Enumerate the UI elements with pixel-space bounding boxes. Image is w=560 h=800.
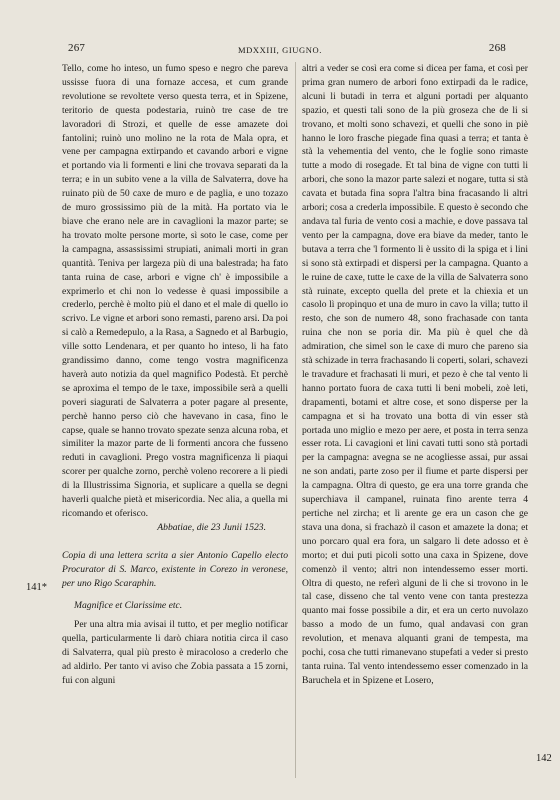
letter-salutation: Magnifice et Clarissime etc. (74, 599, 183, 611)
column-divider (295, 62, 296, 778)
running-title: MDXXIII, GIUGNO. (238, 45, 322, 55)
right-column-paragraph: altri a veder se così era come si dicea per fama, et così per prima gran numero de arbori fono extirpadi da le radice, alcuni li butadi in terra et alguni portadi per alquanto spazio, et questi tali sono de la più groseza che de li si trovano, et molti sono schavezi, et quelli che sono in piè hanno le loro frasche piegade fina quasi a terra; et tanta è stà la vehementia del vento, che le foglie sono rimaste tutte a modo di rosegade. Et tal bina de vigne con tutti li arbori, che sono la mazor parte salezi et nogare, tutta si stà cavata et butada fina sopra l'altra bina fracasando li altri arbori; cosa a crederla impossibile. E questo è secondo che andava tal furia de vento cosi a machie, e dove passava tal vento per la campagna, dove era biave da meder, tanto le butava a terra che 'l formento li è ussito di la spiga et i lini si sono stà extirpadi et dispersi per la campagna. Quanto a le ruine de caxe, tutte le caxe de la villa de Salvaterra sono stà ruinate, excepto quella del prete et la chiexia et un casolo lì propinquo et una de muro in cavo la villa; tutto il resto, che son de numero 48, sono frachasade con tanta ruina che non se poria dir. Ma più è quel che dà admiration, che simel son le caxe di muro che pareno sia stà schizade in terra frachasando li coperti, solari, schavezi le travadure et frachasati li muri, et pezo è che tal vento li hanno portato fuora de caxa tutti li beni mobeli, zoè leti, drapamenti, botami et altre cose, et sono disperse per la campagna et si ha trovato una botta di vin esser stà portada uno miglio e mezo per aere, et posta in terra senza esser rota. Li cavagioni et lini cavati tutti sono stà portadi per la campagna: avegna se ne acogliesse assai, pur assai ne son andati, parte zoso per il fiume et parte dispersi per la campagna. Oltra di questo, ge era una torre granda che superchiava il campanel, ruinata fino arente terra 4 pertiche nel zircha; et lì arente ge era un cason che ge stava una dona, si frachazò il cason et amazete la dona; et uno porcaro qual era fora, un salgaro li dete adosso et è morto; et dui puti picoli sotto una caxa in Spizene, dove comenzò il vento; altri non intendessemo esser morti. Oltra di questo, ne referì alguni de li che si trovono in le tal case, disseno che tal vento vene con tanta prestezza quanto mai fosse possibile a dir, et era un certo nuvolazo basso a modo de un fumo, qual andavasi con gran revolution, et menava alquanti grani de tempesta, ma pochi, cosa che tutti rimanevano stupefati a veder si presto tanta ruina. Tal vento intendessemo esser comenzado in la Baruchela et in Spizene et Losero, (302, 63, 528, 686)
letter-date: Abbatiae, die 23 Junii 1523. (157, 521, 266, 533)
margin-number-left: 141* (26, 582, 47, 593)
page-number-left: 267 (68, 42, 86, 54)
letter-body-start: Per una altra mia avisai il tutto, et per meglio notificar quella, particularmente li darò chiara notitia circa il caso di Salvaterra, qual più presto è miracoloso a crederlo che ad aldirlo. Per tanto vi aviso che Zobia passata a 15 zorni, fui con alguni (62, 619, 288, 687)
letter-heading: Copia di una lettera scrita a sier Antonio Capello electo Procurator di S. Marco, existente in Corezo in veronese, per uno Rigo Scaraphin. (62, 549, 288, 589)
left-column (62, 62, 288, 688)
right-column (302, 62, 528, 688)
page-number-right: 268 (488, 42, 506, 54)
margin-number-right: 142 (536, 753, 552, 764)
left-column-paragraph: Tello, come ho inteso, un fumo speso e negro che pareva ussisse fuora di una fornaze accesa, et cum grande revolutione se revoltete verso questa terra, et in Spizene, teritorio de questa podestaria, ruinò tre case de tre lavoradori di Strozi, et quelle de esse amazete doi fantolini; ruinò uno molino ne la rota de Mala opra, et vene per campagna extirpando et cavando arbori e vigne et portando via li formenti e lini che trovava separati da la terra; e in un subito vene a la villa de Salvaterra, dove ha ruinato più de 50 caxe de muro e de paglia, e uno tozazo de muro grossissimo più de la mità. Ha portato via le biave che erano nele are in cavaglioni la mazor parte; se ha trovato molte persone morte, sì soto le case, come per la campagna, assassissimi strupiati, animali morti in gran quantità. Teniva per largeza più di una balestrada; ha fato tanta ruina de case, arbori e vigne ch' è impossibile a exprimerlo et chi non lo vedesse è quasi impossibile a crederlo, perchè è molto più el dano et el male di quello io scrivo. Le vigne et arbori sono remasti, pareno arsi. Da poi si calò a Remedepulo, a la Rasa, a Sagnedo et al Barbugio, ville sotto Lendenara, et per quanto ho inteso, li ha fato grandissimo danno, come tengo vostra magnificenza haverà auto notizia da quel magnifico Podestà. Et perchè se aproxima el tempo de le taxe, impossibile serà a quelli poveri siagurati de Salvaterra a poter pagare al presente, perchè hanno perso ciò che havevano in casa, fino le capse, quale se hanno trovato spezate senza alcuna roba, et similiter la mazor parte de li formenti ancora che fusseno reduti in cavaglioni. Prego vostra magnificenza li piaqui scorer per qualche zorno, perchè voleno recorere a li piedi di la Illustrissima Signoria, et suplicare a quella se degni haverli qualche pietà et misericordia. Nec alia, a quella mi ricomando et oferisco. (62, 63, 288, 519)
